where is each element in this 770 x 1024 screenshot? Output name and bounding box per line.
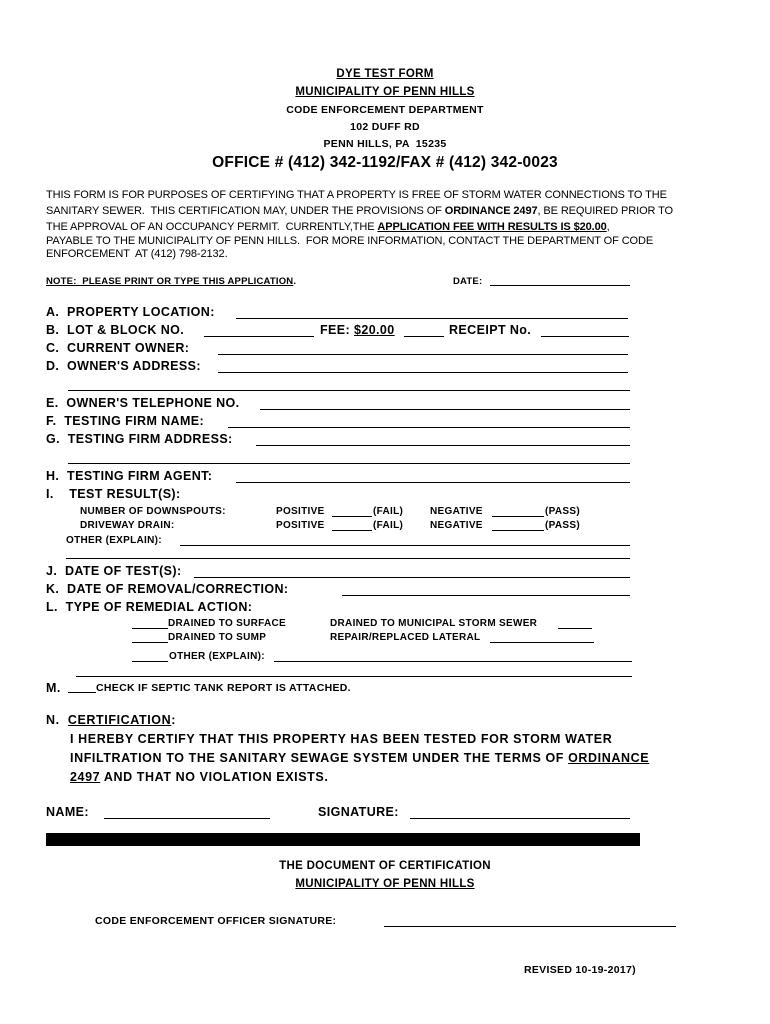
current-owner-field[interactable] [218, 354, 628, 355]
form-title: DYE TEST FORM [336, 68, 434, 80]
date-field[interactable] [490, 285, 630, 286]
date-label: DATE: [453, 276, 483, 287]
date-of-test-label: J. DATE OF TEST(S): [46, 564, 182, 578]
certification-title: CERTIFICATION [67, 713, 172, 727]
intro-text: , [606, 221, 610, 233]
downspouts-fail-label: (FAIL) [373, 506, 404, 517]
print-note-period: . [293, 276, 297, 287]
fee-field-line [404, 336, 444, 337]
septic-check-field[interactable] [68, 692, 96, 693]
intro-text: THE APPROVAL OF AN OCCUPANCY PERMIT. CURRENTLY,THE [46, 221, 378, 233]
testing-firm-agent-field[interactable] [236, 482, 630, 483]
application-fee-notice: APPLICATION FEE WITH RESULTS IS $20.00 [377, 221, 607, 233]
downspouts-negative-field[interactable] [492, 516, 544, 517]
remedial-other-field[interactable] [274, 661, 632, 662]
septic-prefix: M. [46, 681, 61, 695]
signature-label: SIGNATURE: [318, 805, 399, 819]
intro-line-5: ENFORCEMENT AT (412) 798-2132. [46, 248, 228, 260]
certification-line-1: I HEREBY CERTIFY THAT THIS PROPERTY HAS BEEN TESTED FOR STORM WATER [70, 732, 613, 746]
testing-firm-address-label: G. TESTING FIRM ADDRESS: [46, 432, 233, 446]
downspouts-label: NUMBER OF DOWNSPOUTS: [80, 506, 226, 517]
name-field[interactable] [104, 818, 270, 819]
septic-report-label: CHECK IF SEPTIC TANK REPORT IS ATTACHED. [96, 682, 351, 694]
revision-date: REVISED 10-19-2017) [524, 964, 636, 976]
downspouts-pass-label: (PASS) [545, 506, 580, 517]
current-owner-label: C. CURRENT OWNER: [46, 341, 190, 355]
driveway-negative-label: NEGATIVE [430, 520, 483, 531]
remedial-action-label: L. TYPE OF REMEDIAL ACTION: [46, 600, 253, 614]
remedial-other-check-field[interactable] [132, 661, 168, 662]
property-location-label: A. PROPERTY LOCATION: [46, 305, 215, 319]
municipality-heading: MUNICIPALITY OF PENN HILLS [295, 86, 475, 98]
results-other-field[interactable] [180, 545, 630, 546]
remedial-other-label: OTHER (EXPLAIN): [169, 651, 265, 662]
repaired-lateral-field[interactable] [490, 642, 594, 643]
drained-municipal-label: DRAINED TO MUNICIPAL STORM SEWER [330, 618, 538, 629]
signature-field[interactable] [410, 818, 630, 819]
owner-telephone-field[interactable] [260, 409, 630, 410]
owner-telephone-label: E. OWNER'S TELEPHONE NO. [46, 396, 240, 410]
name-label: NAME: [46, 805, 89, 819]
driveway-positive-label: POSITIVE [276, 520, 325, 531]
intro-line-2 [46, 205, 673, 217]
certification-prefix: N. [46, 713, 60, 727]
property-location-field[interactable] [236, 318, 628, 319]
owner-address-field-2[interactable] [68, 390, 630, 391]
print-note [46, 276, 296, 287]
owner-address-label: D. OWNER'S ADDRESS: [46, 359, 201, 373]
intro-text: , BE REQUIRED PRIOR TO [537, 205, 674, 217]
drained-sump-field[interactable] [132, 642, 168, 643]
date-of-correction-label: K. DATE OF REMOVAL/CORRECTION: [46, 582, 289, 596]
fee-value: $20.00 [354, 323, 395, 337]
driveway-positive-field[interactable] [332, 530, 372, 531]
testing-firm-name-field[interactable] [228, 427, 630, 428]
lot-block-label: B. LOT & BLOCK NO. [46, 323, 185, 337]
intro-line-1: THIS FORM IS FOR PURPOSES OF CERTIFYING THAT A PROPERTY IS FREE OF STORM WATER CONNECTIONS TO THE [46, 189, 667, 201]
driveway-pass-label: (PASS) [545, 520, 580, 531]
certification-text: AND THAT NO VIOLATION EXISTS. [100, 770, 329, 784]
drained-municipal-field[interactable] [558, 628, 592, 629]
certification-line-2 [70, 751, 649, 765]
document-certification-title: THE DOCUMENT OF CERTIFICATION [279, 860, 491, 872]
results-other-label: OTHER (EXPLAIN): [66, 535, 162, 546]
drained-surface-field[interactable] [132, 628, 168, 629]
downspouts-positive-label: POSITIVE [276, 506, 325, 517]
testing-firm-name-label: F. TESTING FIRM NAME: [46, 414, 205, 428]
print-note-text: NOTE: PLEASE PRINT OR TYPE THIS APPLICATION [46, 276, 294, 287]
street-address: 102 DUFF RD [350, 121, 420, 133]
certification-ordinance: ORDINANCE [568, 751, 650, 765]
receipt-label: RECEIPT No. [449, 323, 532, 337]
drained-sump-label: DRAINED TO SUMP [168, 632, 267, 643]
intro-text: SANITARY SEWER. THIS CERTIFICATION MAY, UNDER THE PROVISIONS OF [46, 205, 445, 217]
certification-colon: : [171, 713, 177, 727]
drained-surface-label: DRAINED TO SURFACE [168, 618, 287, 629]
date-of-correction-field[interactable] [342, 595, 630, 596]
officer-signature-label: CODE ENFORCEMENT OFFICER SIGNATURE: [95, 915, 337, 927]
test-results-label: I. TEST RESULT(S): [46, 487, 181, 501]
owner-address-field[interactable] [218, 372, 628, 373]
driveway-fail-label: (FAIL) [373, 520, 404, 531]
downspouts-negative-label: NEGATIVE [430, 506, 483, 517]
certification-heading [46, 713, 176, 727]
officer-signature-field[interactable] [384, 926, 676, 927]
lot-block-field[interactable] [204, 336, 314, 337]
driveway-negative-field[interactable] [492, 530, 544, 531]
testing-firm-address-field[interactable] [256, 445, 630, 446]
testing-firm-address-field-2[interactable] [68, 463, 630, 464]
office-phone-fax: OFFICE # (412) 342-1192/FAX # (412) 342-0023 [212, 154, 558, 171]
date-of-test-field[interactable] [194, 577, 630, 578]
remedial-other-field-2[interactable] [76, 676, 632, 677]
repaired-lateral-label: REPAIR/REPLACED LATERAL [330, 632, 481, 643]
intro-line-3 [46, 221, 610, 233]
department-heading: CODE ENFORCEMENT DEPARTMENT [286, 104, 484, 116]
fee-label: FEE: [320, 323, 351, 337]
results-other-field-2[interactable] [66, 558, 630, 559]
intro-line-4: PAYABLE TO THE MUNICIPALITY OF PENN HILLS. FOR MORE INFORMATION, CONTACT THE DEPARTMENT OF CODE [46, 235, 654, 247]
footer-municipality: MUNICIPALITY OF PENN HILLS [295, 878, 475, 890]
certification-text: INFILTRATION TO THE SANITARY SEWAGE SYSTEM UNDER THE TERMS OF [70, 751, 569, 765]
ordinance-reference: ORDINANCE 2497 [444, 205, 538, 217]
driveway-drain-label: DRIVEWAY DRAIN: [80, 520, 175, 531]
certification-line-3 [70, 770, 328, 784]
certification-ordinance-number: 2497 [70, 770, 101, 784]
testing-firm-agent-label: H. TESTING FIRM AGENT: [46, 469, 213, 483]
section-divider-bar [46, 833, 640, 846]
downspouts-positive-field[interactable] [332, 516, 372, 517]
city-address: PENN HILLS, PA 15235 [323, 138, 447, 150]
receipt-field[interactable] [541, 336, 629, 337]
